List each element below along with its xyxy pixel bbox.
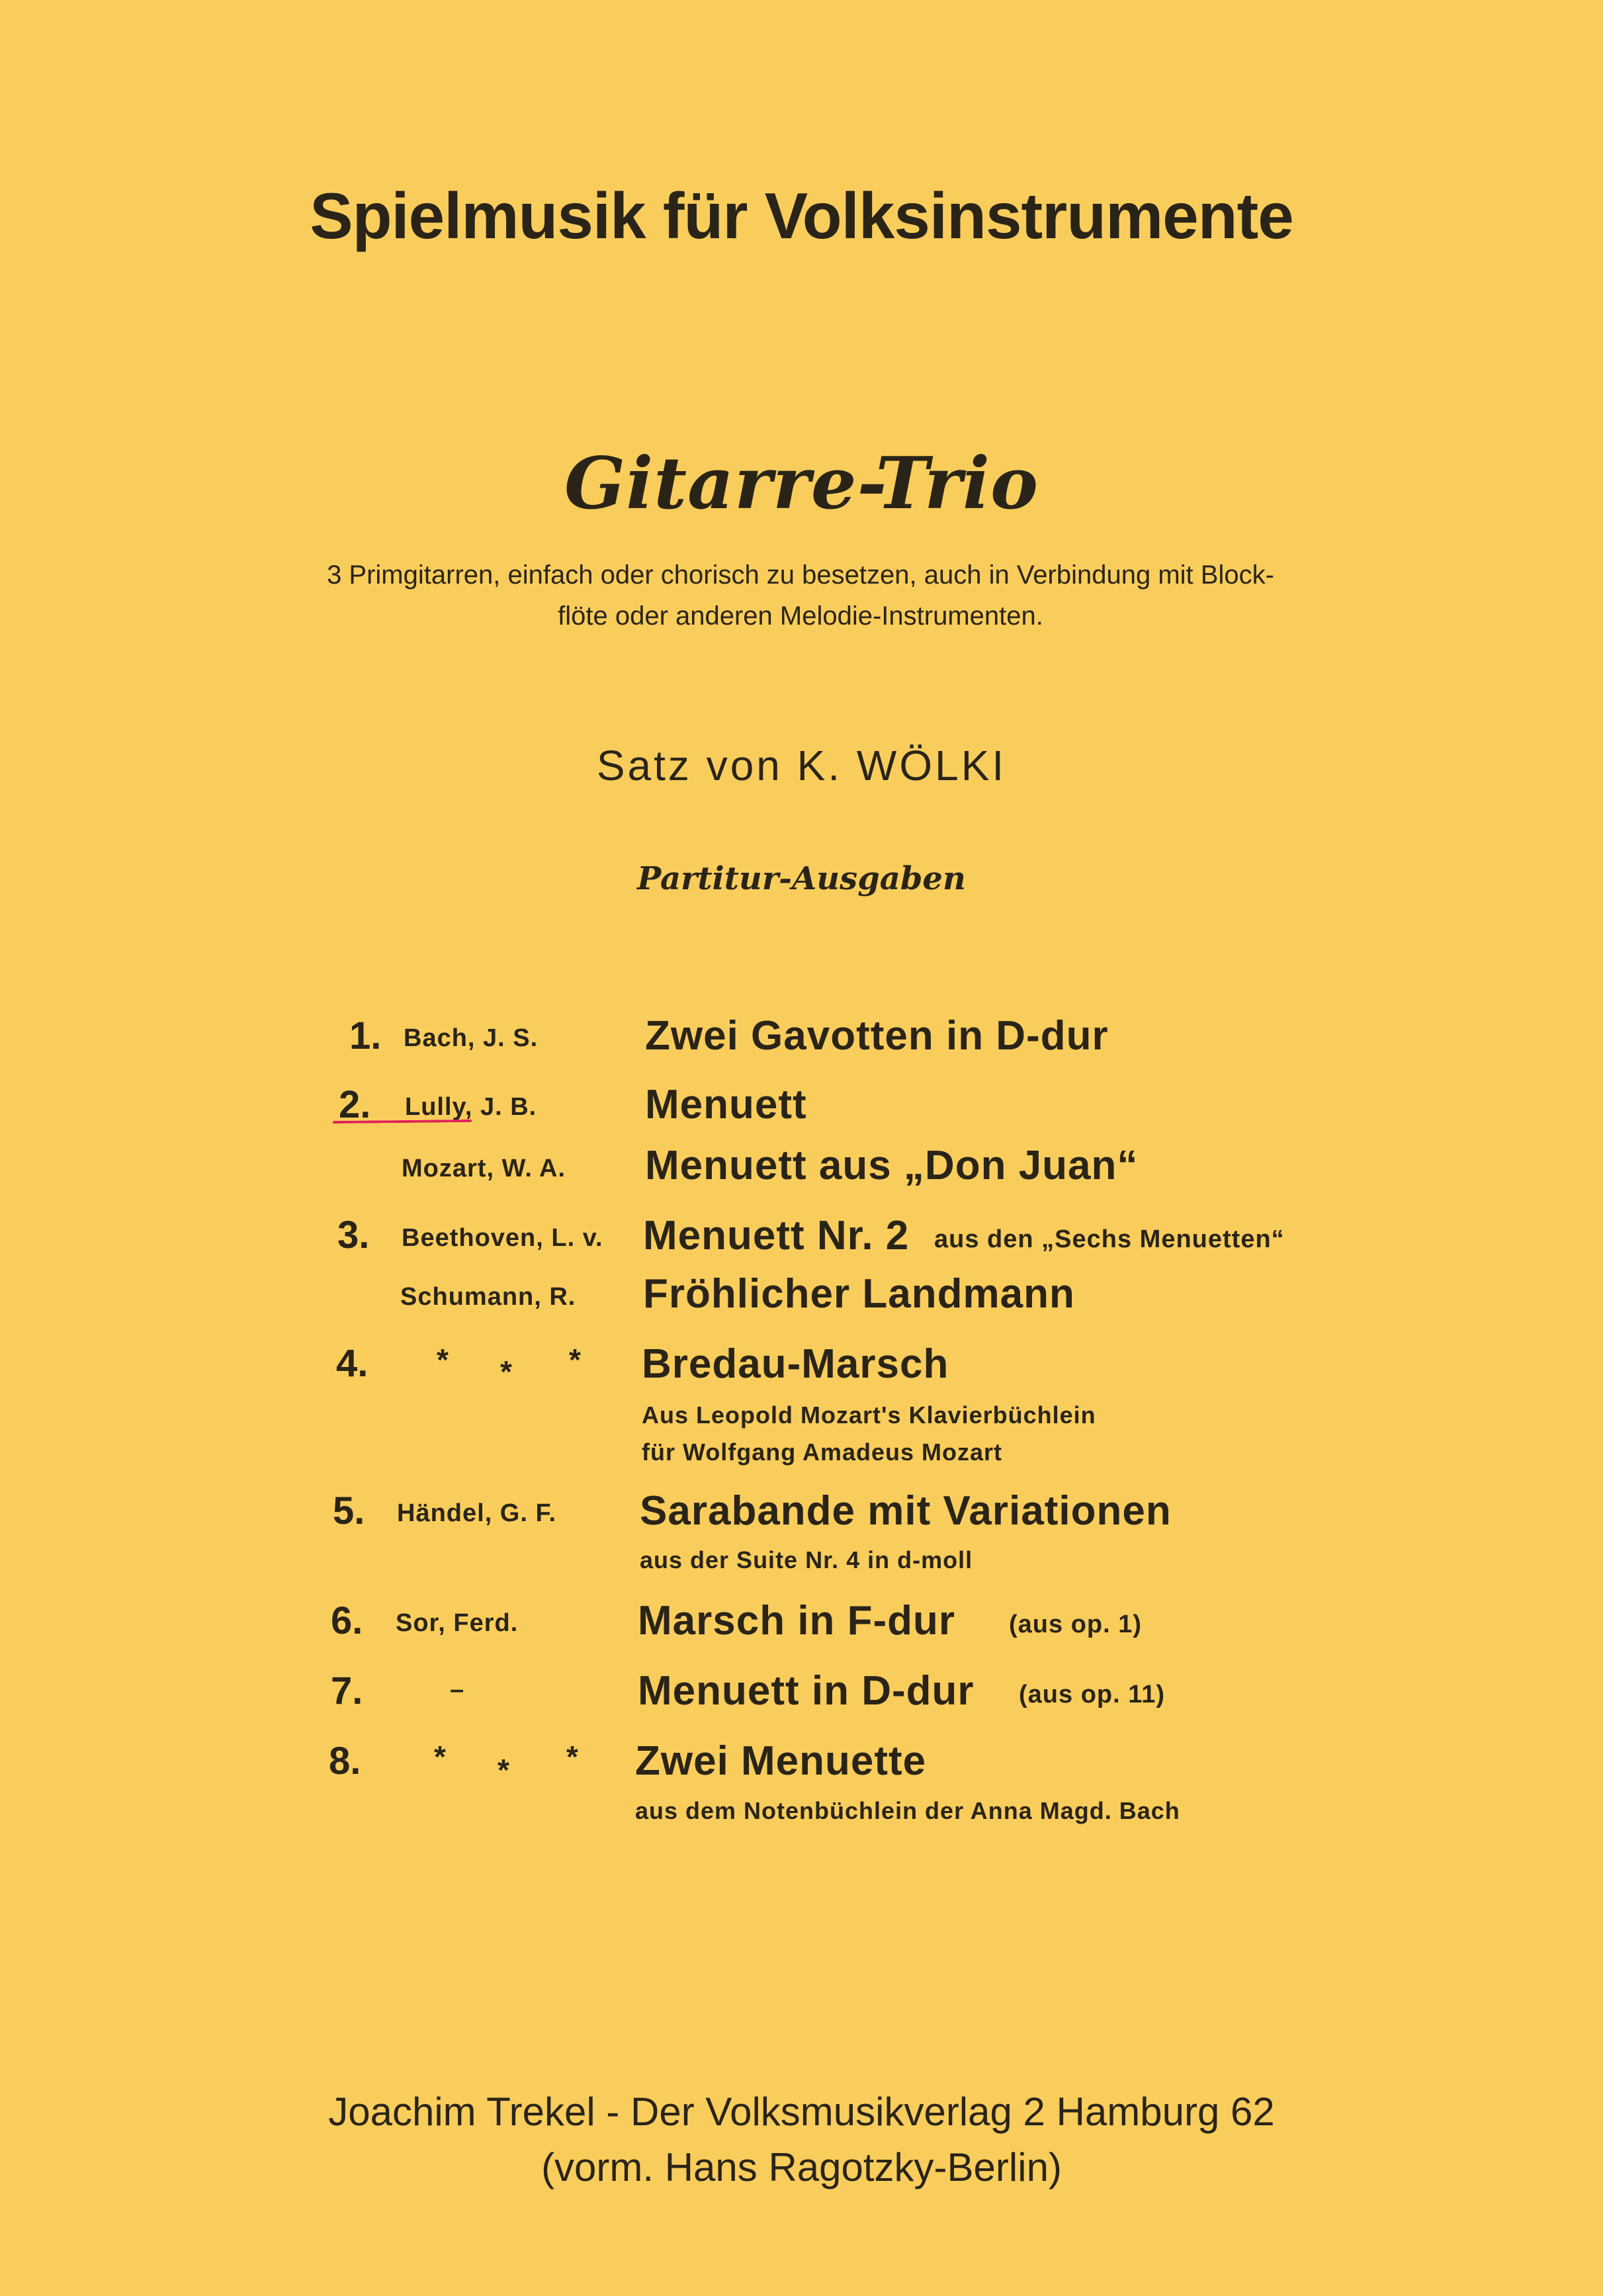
anonymous-composer-asterisk: * — [569, 1343, 581, 1377]
publisher-imprint — [0, 2084, 1603, 2195]
red-pen-underline — [333, 1120, 472, 1124]
entry-composer: Bach, J. S. — [404, 1024, 539, 1052]
arranger-credit: Satz von K. WÖLKI — [596, 742, 1007, 789]
entry-composer: Händel, G. F. — [397, 1499, 557, 1527]
entry-number: 4. — [336, 1342, 368, 1385]
entry-number: 6. — [331, 1599, 363, 1642]
entry-composer: Lully, J. B. — [405, 1093, 537, 1121]
entry-work: Zwei Menuette — [635, 1738, 927, 1784]
entry-work: Marsch in F-dur — [638, 1598, 956, 1644]
entry-number: 2. — [339, 1083, 371, 1126]
entry-work: Fröhlicher Landmann — [643, 1271, 1075, 1317]
entry-work-note: aus den „Sechs Menuetten“ — [934, 1225, 1285, 1253]
entry-number: 3. — [337, 1214, 370, 1257]
anonymous-composer-asterisk: * — [500, 1354, 512, 1389]
description-line: 3 Primgitarren, einfach oder chorisch zu besetzen, auch in Verbindung mit Block- — [327, 560, 1274, 590]
entry-composer: Sor, Ferd. — [396, 1609, 519, 1637]
description-line: flöte oder anderen Melodie-Instrumenten. — [558, 601, 1043, 631]
publisher-line: (vorm. Hans Ragotzky-Berlin) — [541, 2145, 1062, 2189]
entry-number: 5. — [333, 1489, 365, 1532]
entry-work: Menuett aus „Don Juan“ — [645, 1143, 1139, 1188]
entry-composer: Beethoven, L. v. — [402, 1224, 603, 1252]
entry-subtitle: Aus Leopold Mozart's Klavierbüchlein — [642, 1401, 1096, 1429]
edition-label: Partitur-Ausgaben — [637, 860, 966, 897]
entry-work: Menuett — [645, 1082, 807, 1127]
anonymous-composer-asterisk: * — [437, 1343, 449, 1377]
entry-number: 8. — [329, 1740, 361, 1783]
entry-number: 7. — [331, 1669, 363, 1712]
page-title: Spielmusik für Volksinstrumente — [310, 179, 1293, 252]
subtitle: Gitarre-Trio — [564, 442, 1039, 525]
anonymous-composer-asterisk: * — [434, 1740, 446, 1774]
anonymous-composer-asterisk: * — [498, 1753, 509, 1787]
entry-subtitle: aus dem Notenbüchlein der Anna Magd. Bach — [635, 1797, 1180, 1824]
entry-work: Bredau-Marsch — [642, 1341, 949, 1387]
entry-work: Menuett in D-dur — [638, 1668, 975, 1714]
publisher-line: Joachim Trekel - Der Volksmusikverlag 2 Hamburg 62 — [328, 2090, 1275, 2134]
entry-subtitle: für Wolfgang Amadeus Mozart — [642, 1438, 1003, 1466]
entry-composer: Mozart, W. A. — [402, 1155, 566, 1182]
entry-composer: Schumann, R. — [400, 1283, 576, 1311]
entry-work-note: (aus op. 11) — [1019, 1681, 1166, 1708]
entry-subtitle: aus der Suite Nr. 4 in d-moll — [640, 1546, 973, 1573]
entry-number: 1. — [349, 1014, 382, 1057]
entry-work: Sarabande mit Variationen — [640, 1488, 1172, 1534]
entry-work-note: (aus op. 1) — [1009, 1611, 1143, 1638]
entry-work: Menuett Nr. 2 — [643, 1213, 910, 1258]
instrumentation-description — [251, 554, 1350, 637]
entry-composer: – — [450, 1676, 465, 1704]
entry-work: Zwei Gavotten in D-dur — [645, 1013, 1109, 1059]
anonymous-composer-asterisk: * — [566, 1740, 578, 1774]
